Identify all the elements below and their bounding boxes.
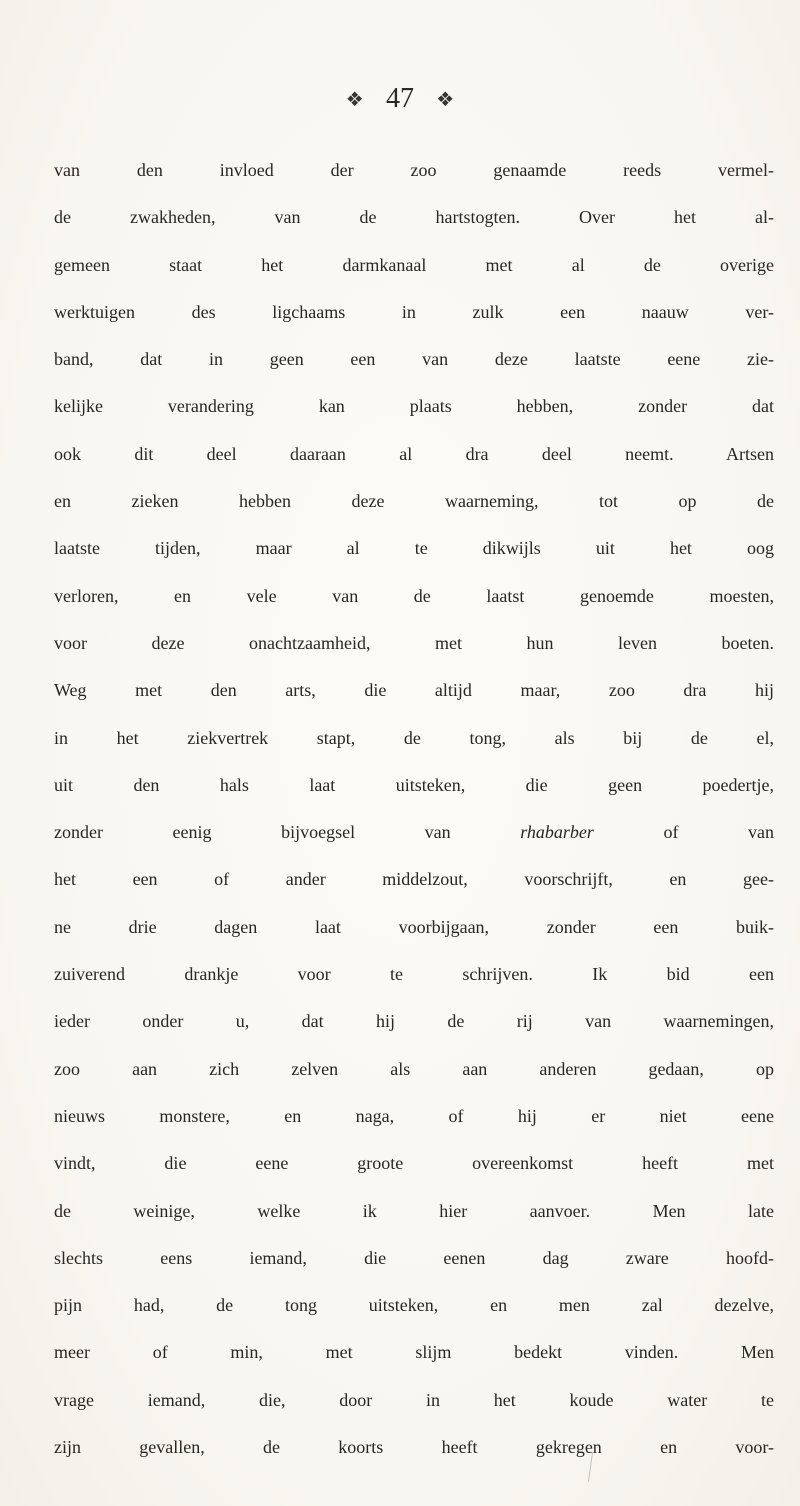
text-line: verloren, en vele van de laatst genoemde moesten, [54, 585, 774, 606]
text-line: slechts eens iemand, die eenen dag zware hoofd- [54, 1247, 774, 1268]
text-line: kelijke verandering kan plaats hebben, zonder dat [54, 396, 774, 417]
text-line: laatste tijden, maar al te dikwijls uit het oog [54, 538, 774, 559]
text-line: meer of min, met slijm bedekt vinden. Men [54, 1342, 774, 1363]
text-line: ieder onder u, dat hij de rij van waarnemingen, [54, 1011, 774, 1032]
ornament-right-icon: ❖ [436, 87, 455, 111]
text-line: de zwakheden, van de hartstogten. Over het al- [54, 207, 774, 228]
text-line: en zieken hebben deze waarneming, tot op de [54, 491, 774, 512]
text-line: de weinige, welke ik hier aanvoer. Men late [54, 1200, 774, 1221]
text-line-with-italic [54, 810, 774, 857]
text-line: ne drie dagen laat voorbijgaan, zonder een buik- [54, 916, 774, 937]
text-line: zijn gevallen, de koorts heeft gekregen en voor- [54, 1437, 774, 1458]
text-segment: zonder eenig bijvoegsel van [54, 822, 521, 843]
text-line: in het ziekvertrek stapt, de tong, als bij de el, [54, 727, 774, 748]
text-line: het een of ander middelzout, voorschrijft, en gee- [54, 869, 774, 890]
text-line: van den invloed der zoo genaamde reeds vermel- [54, 160, 774, 180]
text-line: zuiverend drankje voor te schrijven. Ik bid een [54, 964, 774, 985]
text-line: zoo aan zich zelven als aan anderen gedaan, op [54, 1058, 774, 1079]
text-line: ook dit deel daaraan al dra deel neemt. Artsen [54, 443, 774, 464]
text-line: werktuigen des ligchaams in zulk een naauw ver- [54, 301, 774, 322]
body-text [54, 148, 774, 1472]
text-line: Weg met den arts, die altijd maar, zoo dra hij [54, 680, 774, 701]
text-line: vrage iemand, die, door in het koude water te [54, 1389, 774, 1410]
ornament-left-icon: ❖ [345, 87, 364, 111]
text-segment: of van [593, 822, 775, 843]
text-line: gemeen staat het darmkanaal met al de overige [54, 254, 774, 275]
text-line: pijn had, de tong uitsteken, en men zal dezelve, [54, 1295, 774, 1316]
text-line: vindt, die eene groote overeenkomst heeft met [54, 1153, 774, 1174]
text-line: voor deze onachtzaamheid, met hun leven boeten. [54, 632, 774, 653]
text-line: nieuws monstere, en naga, of hij er niet eene [54, 1105, 774, 1126]
page-number: 47 [386, 83, 414, 114]
text-line: band, dat in geen een van deze laatste eene zie- [54, 349, 774, 370]
page-header [0, 80, 800, 117]
italic-term: rhabarber [520, 822, 594, 843]
text-line: uit den hals laat uitsteken, die geen poedertje, [54, 774, 774, 795]
